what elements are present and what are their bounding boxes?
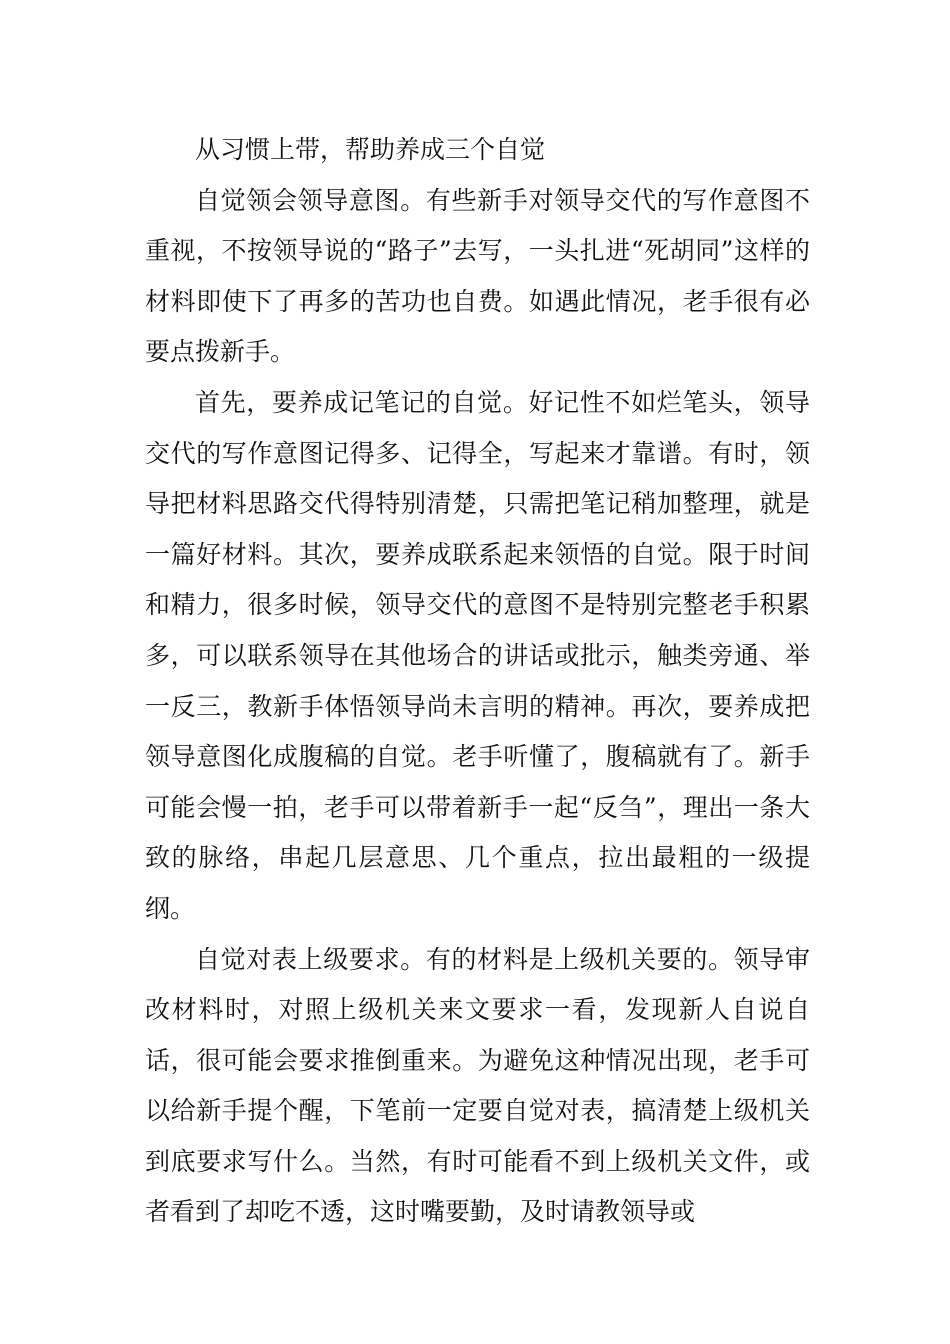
paragraph-heading: 从习惯上带，帮助养成三个自觉 <box>195 135 546 164</box>
paragraph: 自觉领会领导意图。有些新手对领导交代的写作意图不重视，不按领导说的“路子”去写，一头扎进“死胡同”这样的材料即使下了再多的苦功也自费。如遇此情况，老手很有必要点拨新手。 <box>145 185 810 367</box>
document-body <box>145 125 810 1238</box>
paragraph: 自觉对表上级要求。有的材料是上级机关要的。领导审改材料时，对照上级机关来文要求一看，发现新人自说自话，很可能会要求推倒重来。为避免这种情况出现，老手可以给新手提个醒，下笔前一定要自觉对表，搞清楚上级机关到底要求写什么。当然，有时可能看不到上级机关文件，或者看到了却吃不透，这时嘴要勤，及时请教领导或 <box>145 944 810 1227</box>
paragraph: 首先，要养成记笔记的自觉。好记性不如烂笔头，领导交代的写作意图记得多、记得全，写起来才靠谱。有时，领导把材料思路交代得特别清楚，只需把笔记稍加整理，就是一篇好材料。其次，要养成联系起来领悟的自觉。限于时间和精力，很多时候，领导交代的意图不是特别完整老手积累多，可以联系领导在其他场合的讲话或批示，触类旁通、举一反三，教新手体悟领导尚未言明的精神。再次，要养成把领导意图化成腹稿的自觉。老手听懂了，腹稿就有了。新手可能会慢一拍，老手可以带着新手一起“反刍”，理出一条大致的脉络，串起几层意思、几个重点，拉出最粗的一级提纲。 <box>145 387 810 923</box>
